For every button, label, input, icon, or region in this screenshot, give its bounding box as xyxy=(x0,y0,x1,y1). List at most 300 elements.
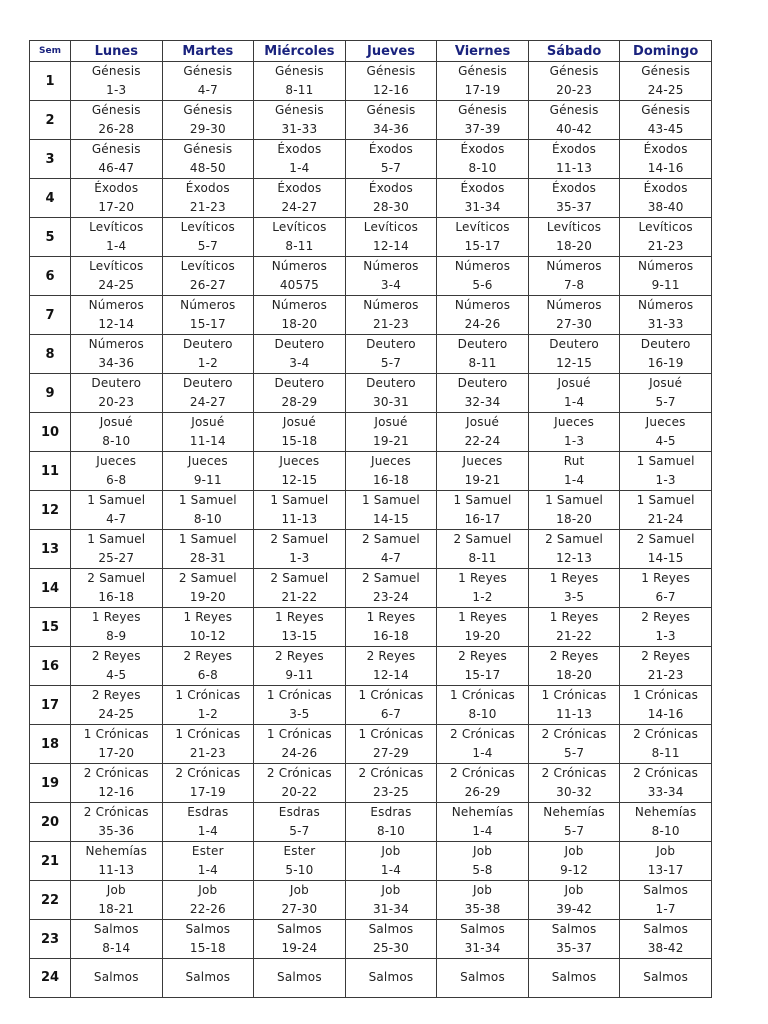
chapter-range: 1-3 xyxy=(655,629,676,643)
book-name: Génesis xyxy=(458,103,507,117)
chapter-range: 17-20 xyxy=(98,200,135,214)
book-name: 2 Reyes xyxy=(91,688,141,702)
reading-cell-thursday xyxy=(345,725,437,764)
chapter-range: 43-45 xyxy=(647,122,684,136)
reading-cell-saturday xyxy=(528,101,620,140)
book-name: Esdras xyxy=(370,805,412,819)
chapter-range: 8-10 xyxy=(193,512,222,526)
reading-cell-tuesday xyxy=(162,647,254,686)
book-name: Éxodos xyxy=(643,142,688,156)
week-number: 20 xyxy=(30,803,71,842)
reading-cell-thursday xyxy=(345,491,437,530)
reading-cell-sunday xyxy=(620,569,712,608)
book-name: Génesis xyxy=(91,142,141,156)
book-name: Job xyxy=(289,883,309,897)
reading-cell-saturday xyxy=(528,764,620,803)
book-name: 2 Crónicas xyxy=(450,727,516,741)
chapter-range: 5-7 xyxy=(563,824,585,838)
chapter-range: 26-29 xyxy=(464,785,501,799)
week-number: 11 xyxy=(30,452,71,491)
book-name: Jueces xyxy=(645,415,686,429)
book-name: 1 Reyes xyxy=(458,610,507,624)
chapter-range: 15-18 xyxy=(189,941,226,955)
chapter-range: 8-10 xyxy=(376,824,405,838)
reading-cell-tuesday xyxy=(162,686,254,725)
reading-cell-thursday xyxy=(345,179,437,218)
book-name: Números xyxy=(88,337,144,351)
reading-cell-wednesday xyxy=(254,842,346,881)
book-name: Nehemías xyxy=(634,805,697,819)
book-name: Éxodos xyxy=(277,142,322,156)
week-number: 3 xyxy=(30,140,71,179)
chapter-range: 4-7 xyxy=(380,551,402,565)
book-name: Números xyxy=(546,298,602,312)
reading-cell-thursday xyxy=(345,764,437,803)
book-name: Esdras xyxy=(187,805,229,819)
chapter-range: 1-3 xyxy=(289,551,310,565)
header-row xyxy=(30,41,712,62)
chapter-range: 19-21 xyxy=(464,473,501,487)
book-name: Génesis xyxy=(549,64,599,78)
reading-cell-sunday xyxy=(620,881,712,920)
reading-cell-thursday xyxy=(345,413,437,452)
reading-cell-sunday xyxy=(620,218,712,257)
week-number: 19 xyxy=(30,764,71,803)
reading-cell-monday xyxy=(71,296,163,335)
reading-cell-monday xyxy=(71,725,163,764)
book-name: Números xyxy=(363,259,419,273)
book-name: Levíticos xyxy=(89,259,144,273)
book-name: Jueces xyxy=(279,454,320,468)
chapter-range: 18-20 xyxy=(281,317,318,331)
reading-cell-thursday xyxy=(345,803,437,842)
book-name: 1 Samuel xyxy=(636,454,695,468)
book-name: Job xyxy=(106,883,126,897)
book-name: Números xyxy=(271,298,328,312)
book-name: Salmos xyxy=(551,970,597,985)
reading-cell-thursday xyxy=(345,62,437,101)
table-row xyxy=(30,296,712,335)
reading-cell-wednesday xyxy=(254,569,346,608)
book-name: Salmos xyxy=(460,922,505,936)
book-name: Génesis xyxy=(274,103,324,117)
book-name: Deutero xyxy=(366,337,416,351)
chapter-range: 24-25 xyxy=(647,83,684,97)
reading-cell-friday xyxy=(437,62,529,101)
week-number: 22 xyxy=(30,881,71,920)
book-name: Jueces xyxy=(370,454,411,468)
book-name: Jueces xyxy=(462,454,503,468)
reading-cell-sunday xyxy=(620,257,712,296)
book-name: 1 Crónicas xyxy=(175,688,241,702)
reading-cell-friday xyxy=(437,920,529,959)
reading-cell-sunday xyxy=(620,491,712,530)
book-name: Números xyxy=(637,259,694,273)
book-name: Levíticos xyxy=(180,220,235,234)
chapter-range: 18-20 xyxy=(556,668,593,682)
reading-cell-monday xyxy=(71,218,163,257)
reading-cell-saturday xyxy=(528,959,620,998)
reading-cell-thursday xyxy=(345,569,437,608)
reading-cell-tuesday xyxy=(162,569,254,608)
chapter-range: 22-24 xyxy=(464,434,501,448)
reading-cell-wednesday xyxy=(254,452,346,491)
book-name: Deutero xyxy=(549,337,599,351)
reading-cell-thursday xyxy=(345,140,437,179)
book-name: Salmos xyxy=(551,922,597,936)
book-name: 1 Crónicas xyxy=(266,727,332,741)
book-name: Deutero xyxy=(366,376,416,390)
chapter-range: 1-2 xyxy=(472,590,493,604)
reading-cell-friday xyxy=(437,140,529,179)
reading-cell-saturday xyxy=(528,530,620,569)
reading-cell-friday xyxy=(437,452,529,491)
chapter-range: 20-23 xyxy=(556,83,593,97)
chapter-range: 14-15 xyxy=(373,512,409,526)
chapter-range: 28-30 xyxy=(373,200,409,214)
book-name: Nehemías xyxy=(543,805,605,819)
reading-cell-tuesday xyxy=(162,257,254,296)
chapter-range: 31-34 xyxy=(373,902,409,916)
chapter-range: 12-16 xyxy=(98,785,135,799)
table-row xyxy=(30,218,712,257)
book-name: Éxodos xyxy=(277,181,322,195)
week-number: 23 xyxy=(30,920,71,959)
chapter-range: 1-2 xyxy=(197,707,218,721)
reading-cell-thursday xyxy=(345,647,437,686)
chapter-range: 8-11 xyxy=(285,83,314,97)
chapter-range: 9-11 xyxy=(285,668,314,682)
reading-cell-thursday xyxy=(345,452,437,491)
book-name: Ester xyxy=(191,844,224,858)
header-saturday: Sábado xyxy=(528,41,620,62)
chapter-range: 22-26 xyxy=(189,902,226,916)
chapter-range: 14-15 xyxy=(647,551,684,565)
chapter-range: 21-24 xyxy=(647,512,684,526)
chapter-range: 48-50 xyxy=(189,161,226,175)
chapter-range: 28-29 xyxy=(281,395,318,409)
chapter-range: 31-33 xyxy=(281,122,318,136)
chapter-range: 11-13 xyxy=(281,512,318,526)
reading-cell-friday xyxy=(437,491,529,530)
book-name: Génesis xyxy=(91,103,141,117)
book-name: Josué xyxy=(191,415,225,429)
book-name: 2 Samuel xyxy=(270,532,329,546)
chapter-range: 8-11 xyxy=(468,551,497,565)
book-name: Deutero xyxy=(457,376,508,390)
table-row xyxy=(30,530,712,569)
book-name: Génesis xyxy=(458,64,507,78)
reading-cell-wednesday xyxy=(254,179,346,218)
reading-cell-monday xyxy=(71,62,163,101)
book-name: 2 Samuel xyxy=(270,571,329,585)
reading-cell-sunday xyxy=(620,686,712,725)
chapter-range: 30-31 xyxy=(373,395,409,409)
reading-cell-monday xyxy=(71,452,163,491)
book-name: 2 Reyes xyxy=(641,649,691,663)
chapter-range: 19-20 xyxy=(189,590,226,604)
reading-cell-tuesday xyxy=(162,296,254,335)
book-name: 2 Crónicas xyxy=(83,766,149,780)
reading-cell-sunday xyxy=(620,335,712,374)
book-name: 2 Reyes xyxy=(366,649,416,663)
week-number: 6 xyxy=(30,257,71,296)
chapter-range: 1-4 xyxy=(563,395,585,409)
book-name: 1 Samuel xyxy=(361,493,420,507)
book-name: 1 Samuel xyxy=(87,532,146,546)
chapter-range: 5-7 xyxy=(380,161,402,175)
week-number: 8 xyxy=(30,335,71,374)
reading-cell-monday xyxy=(71,374,163,413)
reading-cell-saturday xyxy=(528,218,620,257)
reading-cell-wednesday xyxy=(254,764,346,803)
book-name: 1 Reyes xyxy=(641,571,691,585)
chapter-range: 8-11 xyxy=(468,356,497,370)
chapter-range: 21-23 xyxy=(373,317,409,331)
chapter-range: 15-17 xyxy=(189,317,226,331)
reading-cell-wednesday xyxy=(254,920,346,959)
table-row xyxy=(30,959,712,998)
chapter-range: 4-7 xyxy=(197,83,218,97)
chapter-range: 33-34 xyxy=(647,785,684,799)
chapter-range: 21-23 xyxy=(647,239,684,253)
chapter-range: 35-37 xyxy=(556,200,593,214)
book-name: 2 Reyes xyxy=(641,610,691,624)
reading-cell-saturday xyxy=(528,725,620,764)
book-name: 2 Crónicas xyxy=(541,766,607,780)
reading-cell-friday xyxy=(437,764,529,803)
reading-cell-wednesday xyxy=(254,374,346,413)
book-name: Ester xyxy=(283,844,316,858)
reading-cell-thursday xyxy=(345,296,437,335)
week-number: 2 xyxy=(30,101,71,140)
book-name: 2 Crónicas xyxy=(450,766,516,780)
chapter-range: 24-25 xyxy=(98,278,135,292)
book-name: 2 Reyes xyxy=(458,649,507,663)
chapter-range: 18-20 xyxy=(556,512,593,526)
chapter-range: 4-5 xyxy=(106,668,127,682)
book-name: Esdras xyxy=(278,805,320,819)
book-name: 1 Samuel xyxy=(178,532,237,546)
reading-cell-monday xyxy=(71,530,163,569)
book-name: Éxodos xyxy=(552,142,597,156)
reading-cell-saturday xyxy=(528,179,620,218)
table-row xyxy=(30,179,712,218)
reading-cell-tuesday xyxy=(162,374,254,413)
chapter-range: 16-19 xyxy=(647,356,684,370)
reading-cell-saturday xyxy=(528,491,620,530)
reading-cell-tuesday xyxy=(162,62,254,101)
chapter-range: 1-3 xyxy=(563,434,585,448)
chapter-range: 35-38 xyxy=(464,902,501,916)
book-name: 1 Crónicas xyxy=(175,727,241,741)
book-name: Éxodos xyxy=(552,181,597,195)
reading-cell-monday xyxy=(71,842,163,881)
reading-cell-monday xyxy=(71,569,163,608)
chapter-range: 12-15 xyxy=(281,473,318,487)
chapter-range: 1-4 xyxy=(472,824,493,838)
table-row xyxy=(30,842,712,881)
chapter-range: 14-16 xyxy=(647,161,684,175)
book-name: Éxodos xyxy=(368,142,413,156)
reading-cell-wednesday xyxy=(254,140,346,179)
chapter-range: 12-15 xyxy=(556,356,593,370)
table-row xyxy=(30,62,712,101)
chapter-range: 40575 xyxy=(279,278,319,292)
reading-cell-tuesday xyxy=(162,140,254,179)
week-number: 17 xyxy=(30,686,71,725)
reading-cell-thursday xyxy=(345,101,437,140)
book-name: Salmos xyxy=(368,970,414,985)
reading-cell-wednesday xyxy=(254,881,346,920)
reading-cell-sunday xyxy=(620,452,712,491)
chapter-range: 3-5 xyxy=(289,707,310,721)
reading-cell-monday xyxy=(71,608,163,647)
chapter-range: 8-10 xyxy=(468,161,497,175)
reading-cell-thursday xyxy=(345,218,437,257)
reading-cell-wednesday xyxy=(254,725,346,764)
reading-cell-wednesday xyxy=(254,608,346,647)
week-number: 7 xyxy=(30,296,71,335)
book-name: Salmos xyxy=(93,970,139,985)
reading-cell-sunday xyxy=(620,296,712,335)
chapter-range: 29-30 xyxy=(189,122,226,136)
chapter-range: 5-7 xyxy=(655,395,676,409)
chapter-range: 15-18 xyxy=(281,434,318,448)
week-number: 15 xyxy=(30,608,71,647)
book-name: Génesis xyxy=(549,103,599,117)
reading-cell-monday xyxy=(71,491,163,530)
chapter-range: 5-8 xyxy=(472,863,493,877)
book-name: Levíticos xyxy=(89,220,144,234)
week-number: 4 xyxy=(30,179,71,218)
reading-cell-friday xyxy=(437,881,529,920)
book-name: Nehemías xyxy=(85,844,148,858)
book-name: Números xyxy=(454,259,511,273)
reading-cell-thursday xyxy=(345,920,437,959)
book-name: Números xyxy=(363,298,419,312)
book-name: 2 Crónicas xyxy=(358,766,424,780)
week-number: 24 xyxy=(30,959,71,998)
table-row xyxy=(30,569,712,608)
reading-cell-friday xyxy=(437,374,529,413)
reading-cell-thursday xyxy=(345,881,437,920)
book-name: Josué xyxy=(557,376,591,390)
reading-cell-friday xyxy=(437,218,529,257)
book-name: 1 Crónicas xyxy=(541,688,607,702)
book-name: Levíticos xyxy=(363,220,419,234)
reading-cell-monday xyxy=(71,413,163,452)
chapter-range: 32-34 xyxy=(464,395,501,409)
chapter-range: 1-4 xyxy=(472,746,493,760)
book-name: Levíticos xyxy=(272,220,327,234)
chapter-range: 25-30 xyxy=(373,941,409,955)
chapter-range: 13-15 xyxy=(281,629,318,643)
book-name: Salmos xyxy=(277,970,322,985)
chapter-range: 10-12 xyxy=(189,629,226,643)
book-name: Deutero xyxy=(274,376,325,390)
book-name: Éxodos xyxy=(460,181,505,195)
reading-cell-sunday xyxy=(620,959,712,998)
book-name: Josué xyxy=(374,415,408,429)
table-row xyxy=(30,335,712,374)
book-name: 2 Crónicas xyxy=(633,727,699,741)
reading-cell-wednesday xyxy=(254,647,346,686)
week-number: 9 xyxy=(30,374,71,413)
chapter-range: 34-36 xyxy=(98,356,135,370)
reading-cell-friday xyxy=(437,179,529,218)
book-name: Salmos xyxy=(643,922,689,936)
reading-cell-friday xyxy=(437,647,529,686)
reading-cell-sunday xyxy=(620,725,712,764)
chapter-range: 27-29 xyxy=(373,746,409,760)
chapter-range: 17-19 xyxy=(464,83,501,97)
reading-cell-saturday xyxy=(528,452,620,491)
reading-cell-wednesday xyxy=(254,413,346,452)
book-name: 1 Samuel xyxy=(545,493,604,507)
chapter-range: 8-11 xyxy=(285,239,314,253)
reading-cell-saturday xyxy=(528,686,620,725)
book-name: Jueces xyxy=(187,454,228,468)
week-number: 18 xyxy=(30,725,71,764)
chapter-range: 11-13 xyxy=(98,863,135,877)
reading-cell-saturday xyxy=(528,413,620,452)
reading-cell-tuesday xyxy=(162,764,254,803)
reading-cell-monday xyxy=(71,179,163,218)
reading-cell-wednesday xyxy=(254,62,346,101)
reading-cell-sunday xyxy=(620,920,712,959)
chapter-range: 39-42 xyxy=(556,902,593,916)
chapter-range: 1-4 xyxy=(380,863,402,877)
book-name: 1 Crónicas xyxy=(450,688,516,702)
chapter-range: 12-14 xyxy=(373,239,409,253)
book-name: Salmos xyxy=(185,970,231,985)
chapter-range: 9-11 xyxy=(193,473,222,487)
table-row xyxy=(30,764,712,803)
book-name: Josué xyxy=(282,415,316,429)
book-name: Job xyxy=(381,844,401,858)
chapter-range: 1-3 xyxy=(655,473,676,487)
chapter-range: 30-32 xyxy=(556,785,593,799)
reading-cell-thursday xyxy=(345,842,437,881)
chapter-range: 1-4 xyxy=(197,824,218,838)
table-row xyxy=(30,686,712,725)
chapter-range: 8-9 xyxy=(106,629,127,643)
book-name: 2 Samuel xyxy=(178,571,237,585)
book-name: Salmos xyxy=(185,922,231,936)
reading-cell-tuesday xyxy=(162,452,254,491)
reading-cell-saturday xyxy=(528,296,620,335)
book-name: Números xyxy=(546,259,602,273)
book-name: Génesis xyxy=(641,103,691,117)
book-name: 1 Crónicas xyxy=(266,688,332,702)
reading-cell-friday xyxy=(437,803,529,842)
chapter-range: 11-13 xyxy=(556,707,593,721)
book-name: Génesis xyxy=(183,64,233,78)
chapter-range: 5-7 xyxy=(197,239,218,253)
week-number: 13 xyxy=(30,530,71,569)
reading-cell-monday xyxy=(71,764,163,803)
book-name: Génesis xyxy=(366,103,416,117)
chapter-range: 3-4 xyxy=(289,356,310,370)
reading-cell-thursday xyxy=(345,959,437,998)
reading-cell-wednesday xyxy=(254,296,346,335)
chapter-range: 35-37 xyxy=(556,941,593,955)
chapter-range: 9-12 xyxy=(560,863,589,877)
reading-cell-wednesday xyxy=(254,491,346,530)
book-name: 2 Crónicas xyxy=(633,766,699,780)
reading-cell-friday xyxy=(437,413,529,452)
